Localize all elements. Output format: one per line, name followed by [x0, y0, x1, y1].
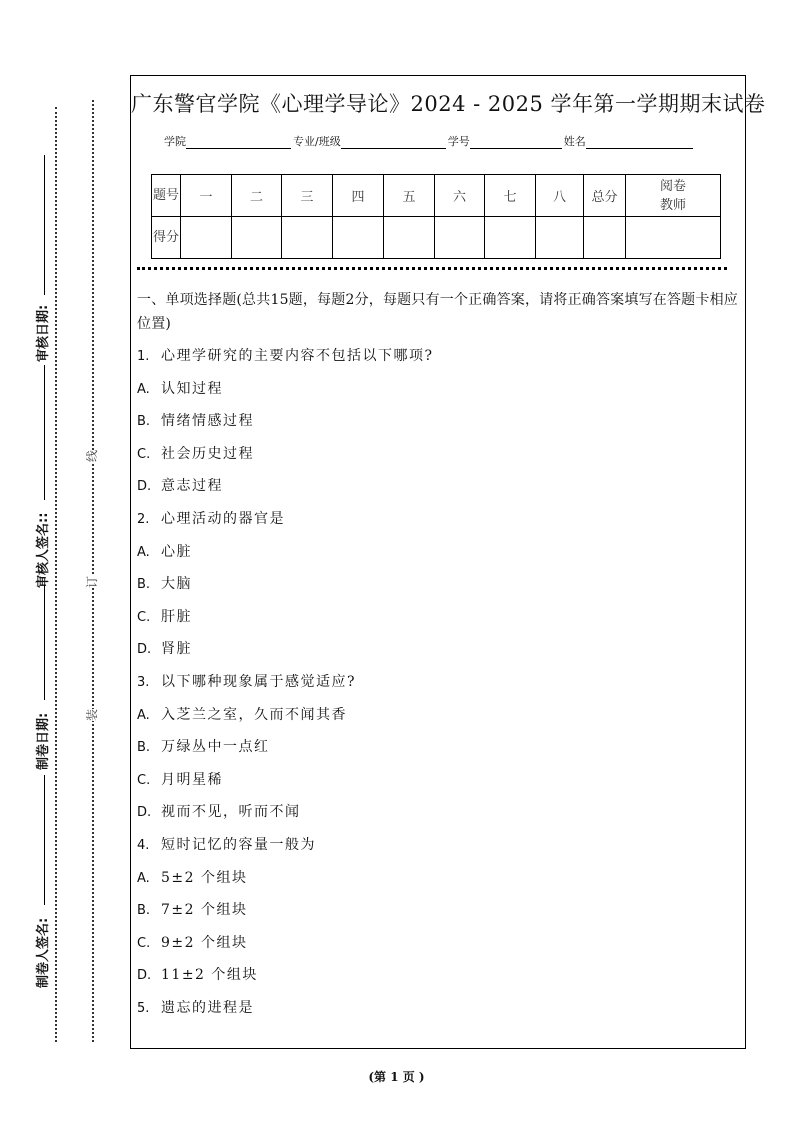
option — [137, 405, 743, 438]
option — [137, 894, 743, 927]
col-header-total: 总分 — [584, 175, 626, 217]
score-cell[interactable] — [232, 217, 282, 259]
major-class-field[interactable] — [341, 135, 446, 149]
exam-page-frame — [130, 75, 766, 1049]
option — [137, 373, 743, 406]
option-text: 肾脏 — [161, 641, 192, 658]
option-text: 肝脏 — [161, 608, 192, 625]
option-label: D. — [137, 805, 152, 821]
score-cell[interactable] — [282, 217, 333, 259]
option — [137, 959, 743, 992]
binding-char-bind: 装 — [85, 708, 100, 722]
score-cell-total[interactable] — [584, 217, 626, 259]
binding-char-order: 订 — [85, 575, 100, 589]
col-header: 三 — [282, 175, 333, 217]
question-stem — [137, 992, 743, 1025]
option — [137, 601, 743, 634]
major-class-label: 专业/班级 — [293, 135, 341, 148]
option-text: 社会历史过程 — [161, 445, 254, 462]
dotted-separator — [137, 267, 727, 270]
question-stem — [137, 503, 743, 536]
option-text: 5±2 个组块 — [161, 869, 248, 886]
option-text: 视而不见，听而不闻 — [161, 804, 301, 821]
option — [137, 470, 743, 503]
page-number: (第 1 页 ) — [368, 1070, 425, 1084]
option-text: 情绪情感过程 — [161, 413, 254, 430]
col-header: 四 — [333, 175, 384, 217]
question-number: 5. — [137, 1000, 150, 1016]
score-cell[interactable] — [435, 217, 485, 259]
binding-char-line: 线 — [85, 449, 100, 463]
option — [137, 731, 743, 764]
row-header-question-no: 题号 — [152, 175, 181, 217]
option-label: A. — [137, 544, 150, 560]
option-label: D. — [137, 642, 152, 658]
score-table-score-row — [152, 217, 721, 259]
option-text: 9±2 个组块 — [161, 934, 248, 951]
question-stem — [137, 829, 743, 862]
col-header: 二 — [232, 175, 282, 217]
binding-dotted-line-inner — [92, 100, 94, 1042]
option — [137, 927, 743, 960]
option-label: D. — [137, 479, 152, 495]
option — [137, 438, 743, 471]
question-content — [137, 288, 743, 1024]
exam-title: 广东警官学院《心理学导论》2024 - 2025 学年第一学期期末试卷 — [131, 92, 766, 116]
student-id-label: 学号 — [447, 135, 470, 148]
option-label: C. — [137, 609, 151, 625]
maker-sign-line — [44, 775, 45, 905]
col-header-grader: 阅卷教师 — [626, 175, 721, 217]
student-id-field[interactable] — [470, 135, 562, 149]
col-header: 八 — [536, 175, 584, 217]
option-text: 万绿丛中一点红 — [161, 739, 270, 756]
binding-dotted-line-outer — [55, 107, 57, 1042]
option-text: 月明星稀 — [161, 771, 223, 788]
col-header: 六 — [435, 175, 485, 217]
score-cell[interactable] — [485, 217, 536, 259]
score-table — [151, 174, 721, 259]
option-label: D. — [137, 968, 152, 984]
make-date-label: 制卷日期: — [36, 712, 51, 770]
option-label: B. — [137, 740, 151, 756]
option — [137, 633, 743, 666]
option-text: 心脏 — [161, 543, 192, 560]
option-label: A. — [137, 707, 150, 723]
option-label: A. — [137, 381, 150, 397]
name-label: 姓名 — [563, 135, 586, 148]
question-text: 短时记忆的容量一般为 — [161, 836, 316, 853]
score-cell[interactable] — [181, 217, 232, 259]
reviewer-sign-label: 审核人签名:: — [36, 512, 51, 588]
student-info-row — [164, 133, 695, 149]
score-cell[interactable] — [384, 217, 435, 259]
option-label: A. — [137, 870, 150, 886]
score-cell-grader[interactable] — [626, 217, 721, 259]
question-stem — [137, 666, 743, 699]
section-heading: 一、单项选择题(总共15题，每题2分，每题只有一个正确答案，请将正确答案填写在答题卡相应位置) — [137, 292, 738, 332]
option-label: C. — [137, 772, 151, 788]
question-text: 心理活动的器官是 — [161, 510, 285, 527]
option-label: C. — [137, 446, 151, 462]
reviewer-sign-line — [44, 365, 45, 500]
college-label: 学院 — [164, 135, 186, 148]
review-date-line — [44, 155, 45, 295]
name-field[interactable] — [586, 135, 693, 149]
option — [137, 764, 743, 797]
col-header: 七 — [485, 175, 536, 217]
option — [137, 568, 743, 601]
question-stem — [137, 340, 743, 373]
option-label: B. — [137, 903, 151, 919]
question-number: 4. — [137, 837, 150, 853]
col-header: 五 — [384, 175, 435, 217]
option-label: C. — [137, 935, 151, 951]
make-date-line — [44, 585, 45, 700]
score-cell[interactable] — [333, 217, 384, 259]
option — [137, 536, 743, 569]
question-number: 1. — [137, 349, 150, 364]
col-header: 一 — [181, 175, 232, 217]
option-text: 认知过程 — [161, 380, 223, 397]
question-number: 3. — [137, 674, 150, 690]
row-header-score: 得分 — [152, 217, 181, 259]
score-table-header-row — [152, 175, 721, 217]
option — [137, 796, 743, 829]
option-label: B. — [137, 414, 151, 430]
option — [137, 699, 743, 732]
option-text: 7±2 个组块 — [161, 902, 248, 919]
review-date-label: 审核日期: — [36, 304, 51, 362]
option — [137, 862, 743, 895]
option-text: 意志过程 — [161, 478, 223, 495]
question-text: 遗忘的进程是 — [161, 999, 254, 1016]
option-text: 11±2 个组块 — [161, 967, 258, 984]
option-label: B. — [137, 577, 151, 593]
question-text: 以下哪种现象属于感觉适应? — [161, 673, 357, 690]
option-text: 大脑 — [161, 576, 192, 593]
option-text: 入芝兰之室，久而不闻其香 — [161, 706, 347, 723]
maker-sign-label: 制卷人签名: — [36, 917, 51, 988]
score-cell[interactable] — [536, 217, 584, 259]
question-number: 2. — [137, 511, 150, 527]
question-text: 心理学研究的主要内容不包括以下哪项? — [161, 348, 434, 364]
college-field[interactable] — [186, 135, 291, 149]
